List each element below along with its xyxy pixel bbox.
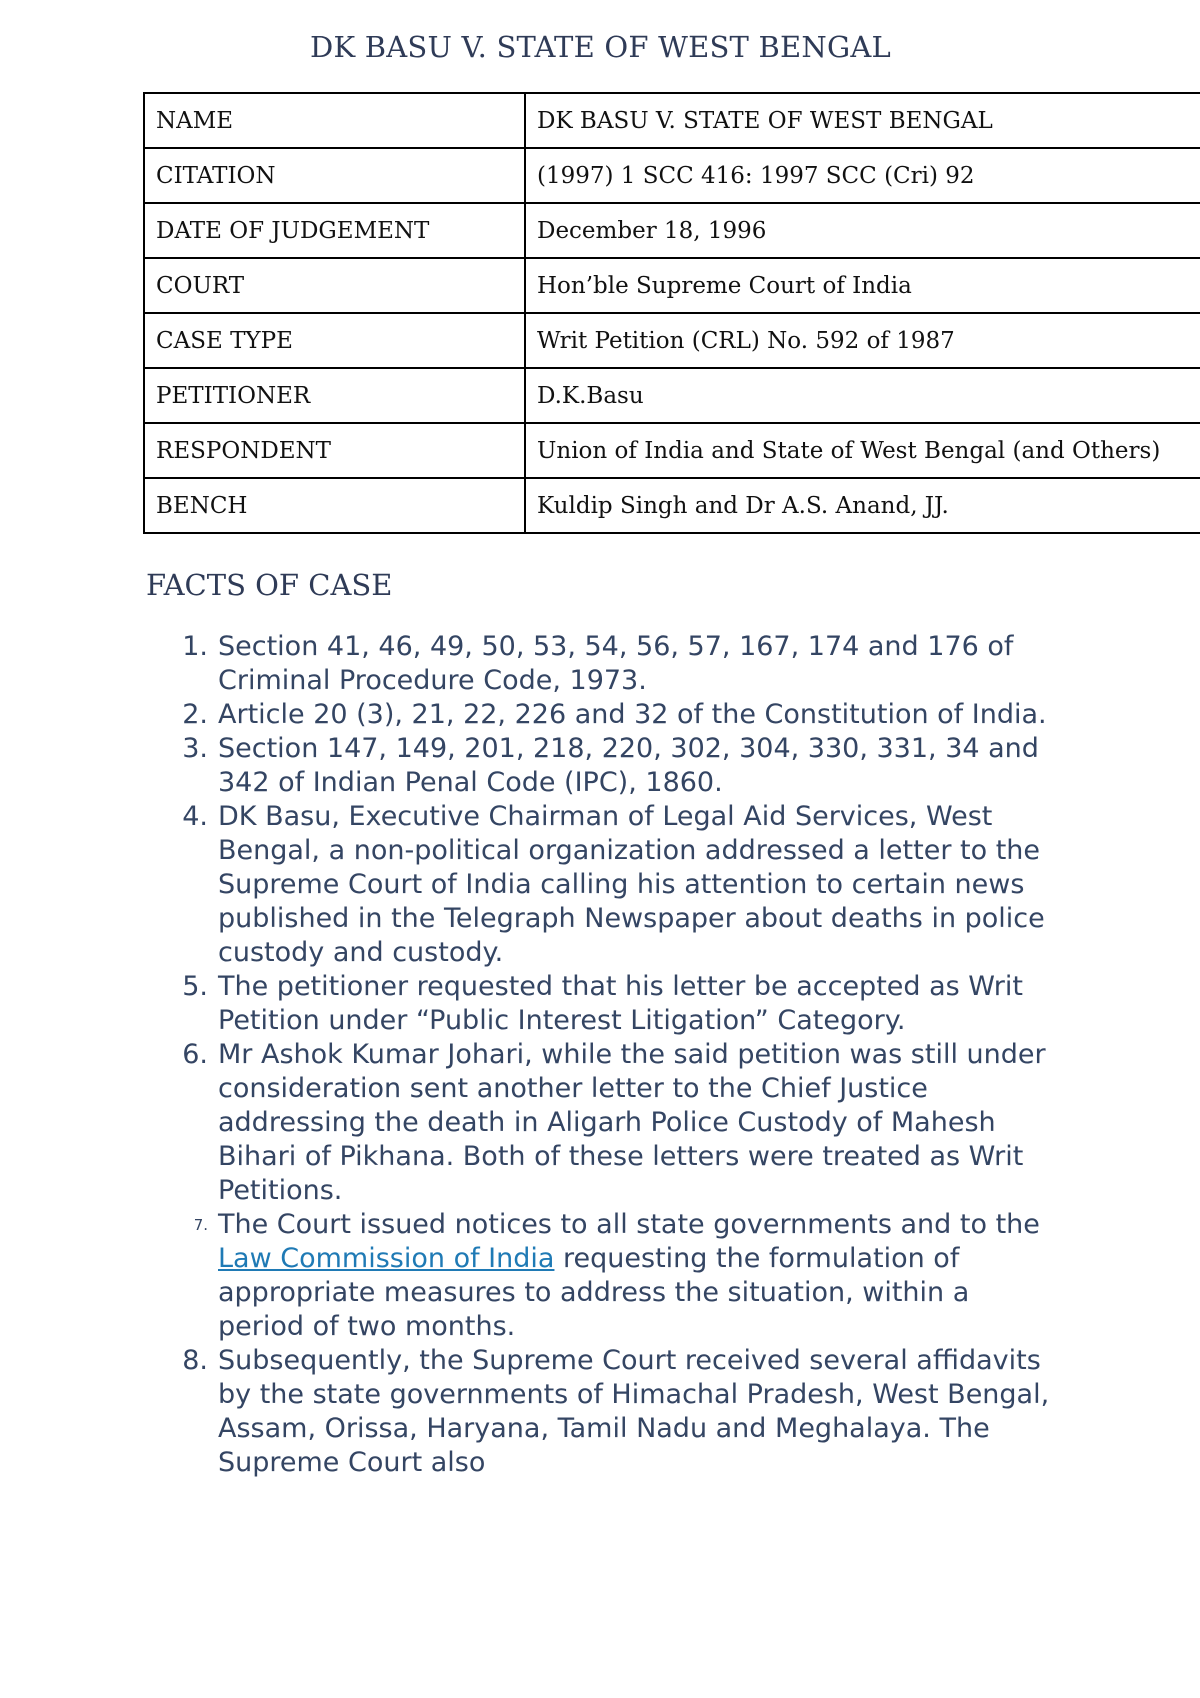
table-row	[144, 368, 1200, 423]
list-item	[0, 970, 1058, 1038]
list-item-text: Section 41, 46, 49, 50, 53, 54, 56, 57, 167, 174 and 176 of Criminal Procedure Code, 1973.	[218, 631, 1014, 696]
list-number: 4.	[182, 801, 208, 832]
list-number: 1.	[182, 631, 208, 662]
facts-heading: FACTS OF CASE	[146, 568, 393, 602]
list-number: 6.	[182, 1039, 208, 1070]
table-row	[144, 423, 1200, 478]
list-number: 7.	[193, 1216, 208, 1234]
list-number: 8.	[182, 1345, 208, 1376]
detail-key: PETITIONER	[144, 368, 525, 423]
table-row	[144, 313, 1200, 368]
list-item	[0, 800, 1058, 970]
list-number: 3.	[182, 733, 208, 764]
detail-value: D.K.Basu	[525, 368, 1200, 423]
table-row	[144, 258, 1200, 313]
detail-key: COURT	[144, 258, 525, 313]
detail-value: Writ Petition (CRL) No. 592 of 1987	[525, 313, 1200, 368]
list-item-text: DK Basu, Executive Chairman of Legal Aid Services, West Bengal, a non-political organization addressed a letter to the Supreme Court of India calling his attention to certain news published in the Telegraph Newspaper about deaths in police custody and custody.	[218, 801, 1045, 968]
case-details-table	[143, 92, 1200, 534]
detail-value: Kuldip Singh and Dr A.S. Anand, JJ.	[525, 478, 1200, 533]
detail-key: BENCH	[144, 478, 525, 533]
table-row	[144, 93, 1200, 148]
list-item-text: The Court issued notices to all state governments and to the	[218, 1209, 1040, 1240]
document-title: DK BASU V. STATE OF WEST BENGAL	[310, 30, 891, 64]
list-item	[0, 732, 1058, 800]
detail-value: (1997) 1 SCC 416: 1997 SCC (Cri) 92	[525, 148, 1200, 203]
list-item-text: The petitioner requested that his letter be accepted as Writ Petition under “Public Interest Litigation” Category.	[218, 971, 1023, 1036]
detail-value: Hon’ble Supreme Court of India	[525, 258, 1200, 313]
list-number: 5.	[182, 971, 208, 1002]
list-item-text: Subsequently, the Supreme Court received several affidavits by the state governments of Himachal Pradesh, West Bengal, Assam, Orissa, Haryana, Tamil Nadu and Meghalaya. The Supreme Court also	[218, 1345, 1050, 1478]
table-row	[144, 203, 1200, 258]
list-item-text: Article 20 (3), 21, 22, 226 and 32 of the Constitution of India.	[218, 699, 1047, 730]
law-commission-link[interactable]: Law Commission of India	[218, 1243, 555, 1274]
list-item-text: requesting the formulation of appropriate measures to address the situation, within a period of two months.	[218, 1243, 970, 1342]
list-item	[0, 1208, 1058, 1344]
facts-list	[0, 630, 1060, 1480]
table-row	[144, 148, 1200, 203]
list-item	[0, 630, 1058, 698]
detail-key: CITATION	[144, 148, 525, 203]
table-row	[144, 478, 1200, 533]
list-item-text: Mr Ashok Kumar Johari, while the said petition was still under consideration sent another letter to the Chief Justice addressing the death in Aligarh Police Custody of Mahesh Bihari of Pikhana. Both of these letters were treated as Writ Petitions.	[218, 1039, 1046, 1206]
detail-value: December 18, 1996	[525, 203, 1200, 258]
detail-key: DATE OF JUDGEMENT	[144, 203, 525, 258]
detail-key: RESPONDENT	[144, 423, 525, 478]
list-item-text: Section 147, 149, 201, 218, 220, 302, 304, 330, 331, 34 and 342 of Indian Penal Code (IPC), 1860.	[218, 733, 1039, 798]
list-item	[0, 698, 1058, 732]
list-number: 2.	[182, 699, 208, 730]
list-item	[0, 1038, 1058, 1208]
detail-value: Union of India and State of West Bengal (and Others)	[525, 423, 1200, 478]
detail-key: NAME	[144, 93, 525, 148]
detail-key: CASE TYPE	[144, 313, 525, 368]
list-item	[0, 1344, 1058, 1480]
detail-value: DK BASU V. STATE OF WEST BENGAL	[525, 93, 1200, 148]
